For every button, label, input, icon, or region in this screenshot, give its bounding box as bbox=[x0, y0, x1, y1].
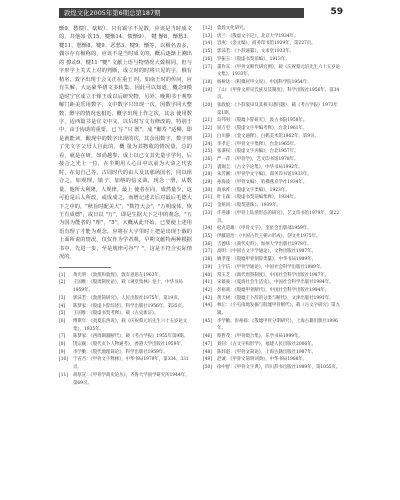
note-item bbox=[59, 356, 192, 371]
note-number: [22] bbox=[203, 126, 213, 132]
note-number: [8] bbox=[59, 342, 66, 348]
note-text: 吉德炜：《商代史料》，加州大学出版社1978年。 bbox=[217, 241, 312, 247]
left-notes-list bbox=[59, 272, 192, 388]
note-text: 裘锡圭：《古文字论集》，中华书局1992年。 bbox=[217, 164, 303, 170]
note-number: [12] bbox=[203, 26, 213, 31]
note-item bbox=[203, 164, 341, 172]
note-number: [17] bbox=[203, 64, 213, 70]
header-banner-text: 敦煌文化2005年第6期总第187期 bbox=[64, 9, 161, 17]
note-text: 饶宗颐：《殷代贞卜人物通考》，香港大学出版社1959年。 bbox=[73, 342, 186, 348]
note-item bbox=[203, 48, 341, 56]
note-item bbox=[203, 179, 341, 187]
note-text: 李学勤、彭裕商：《殷墟甲骨分期研究》，上海古籍出版社1996年。 bbox=[217, 318, 338, 332]
note-item bbox=[203, 356, 341, 364]
note-number: [40] bbox=[203, 272, 213, 278]
note-number: [47] bbox=[203, 341, 213, 347]
note-number: [9] bbox=[59, 349, 66, 355]
note-text: 白川静：《金文通释》，白鹤美术馆1962年，第9页。 bbox=[217, 133, 319, 139]
note-item bbox=[203, 272, 341, 280]
note-text: 林沄：《小屯南地发掘与殷墟甲骨断代》，载《古文字研究》第九辑。 bbox=[217, 303, 340, 317]
notes-divider bbox=[59, 267, 111, 268]
note-number: [4] bbox=[59, 303, 66, 309]
note-number: [10] bbox=[59, 357, 69, 363]
note-text: 郭沫若：《卜辞通纂》，文求堂1933年。 bbox=[217, 49, 295, 55]
note-text: 松丸道雄：《甲骨文字》，奎星会出版部1959年。 bbox=[217, 226, 312, 232]
left-column bbox=[59, 25, 192, 387]
note-number: [35] bbox=[203, 233, 213, 239]
right-notes-list bbox=[203, 25, 341, 372]
note-number: [32] bbox=[203, 203, 213, 209]
note-text: 李学勤：《殷代地理简论》，科学出版社1959年。 bbox=[73, 349, 168, 355]
note-number: [21] bbox=[203, 118, 213, 124]
note-number: [5] bbox=[59, 311, 66, 317]
note-item bbox=[203, 102, 341, 117]
note-text: 刘钊：《古文字构形学》，福建人民出版社2006年。 bbox=[217, 341, 316, 347]
note-item bbox=[203, 125, 341, 133]
note-number: [25] bbox=[203, 149, 213, 155]
note-number: [37] bbox=[203, 249, 213, 255]
note-text: 张政烺：《卜辞裒田及其相关诸问题》，载《考古学报》1973年第1期。 bbox=[217, 103, 338, 116]
note-number: [45] bbox=[203, 318, 213, 324]
note-item bbox=[203, 349, 341, 357]
note-item bbox=[203, 225, 341, 233]
note-number: [14] bbox=[203, 41, 213, 47]
note-item bbox=[203, 187, 341, 195]
note-number: [13] bbox=[203, 33, 213, 39]
note-text: 商承祚：《殷虚文字类编》，1923年。 bbox=[217, 187, 290, 193]
note-number: [28] bbox=[203, 172, 213, 178]
note-item bbox=[203, 56, 341, 64]
note-text: 王宇信：《甲骨学通论》，中国社会科学出版社1989年。 bbox=[217, 264, 325, 270]
note-text: 彭裕商：《殷墟甲骨断代》，中国社会科学出版社1994年。 bbox=[217, 287, 330, 293]
note-text: 叶玉森：《殷虚书契前编集释》，1934年。 bbox=[217, 195, 299, 201]
note-number: [16] bbox=[203, 56, 213, 62]
note-text: 王国维：《殷虚书契考释》，载《古史新证》。 bbox=[73, 311, 159, 317]
note-item bbox=[203, 148, 341, 156]
note-number: [34] bbox=[203, 226, 213, 232]
note-item bbox=[203, 79, 341, 87]
note-item bbox=[203, 295, 341, 303]
note-text: 朱芳圃：《甲骨学文字编》，商务印书馆1933年。 bbox=[217, 172, 312, 178]
note-item bbox=[59, 272, 192, 280]
note-text: 金祖同：《殷契遗珠》，1939年。 bbox=[217, 203, 281, 209]
note-text: 张秉权：《殷虚文字丙编》，台北1957年。 bbox=[217, 149, 299, 155]
note-item bbox=[203, 264, 341, 272]
note-text: 唐兰：《殷虚文字记》，北京大学1934年。 bbox=[217, 33, 299, 39]
note-number: [20] bbox=[203, 103, 213, 109]
note-item bbox=[203, 133, 341, 141]
note-number: [2] bbox=[59, 280, 66, 286]
note-number: [42] bbox=[203, 287, 213, 293]
note-text: 胡厚宣：《甲骨学商史论丛》，齐鲁大学国学研究所1944年，第69页。 bbox=[73, 372, 190, 386]
note-item bbox=[59, 372, 192, 387]
note-item bbox=[59, 318, 192, 333]
note-text: 岛邦男：《殷墟卜辞研究》，汲古书院1958年。 bbox=[217, 118, 308, 124]
note-number: [6] bbox=[59, 318, 66, 324]
note-text: 赵诚：《甲骨文简明词典》，中华书局1988年。 bbox=[217, 357, 308, 363]
note-number: [44] bbox=[203, 303, 213, 309]
note-number: [50] bbox=[203, 364, 213, 370]
note-text: 姚孝遂：《殷墟甲骨刻辞类纂》，中华书局1989年。 bbox=[217, 257, 316, 263]
note-item bbox=[203, 256, 341, 264]
note-number: [18] bbox=[203, 79, 213, 85]
note-item bbox=[203, 141, 341, 149]
note-item bbox=[203, 248, 341, 256]
note-number: [29] bbox=[203, 180, 213, 186]
note-item bbox=[203, 64, 341, 79]
note-item bbox=[203, 302, 341, 317]
note-text: 陈梦家：《殷虚卜辞综述》，科学出版社1956年，第35页。 bbox=[73, 303, 187, 309]
note-text: 伊藤道治：《中国古代王朝の形成》，创文社1975年。 bbox=[217, 233, 321, 239]
note-text: 蔡哲茂：《甲骨缀合集》，乐学书局1999年。 bbox=[217, 334, 303, 340]
note-item bbox=[203, 87, 341, 102]
note-item bbox=[203, 156, 341, 164]
note-text: 陈炜湛：《甲骨文简论》，上海古籍出版社1987年。 bbox=[217, 349, 316, 355]
note-text: 于省吾：《甲骨文字释林》，中华书局1979年，第334、331页。 bbox=[73, 357, 189, 371]
note-item bbox=[203, 202, 341, 210]
note-number: [1] bbox=[59, 272, 66, 278]
note-item bbox=[203, 333, 341, 341]
note-item bbox=[203, 279, 341, 287]
note-item bbox=[203, 318, 341, 333]
note-number: [11] bbox=[59, 372, 69, 378]
note-number: [23] bbox=[203, 133, 213, 139]
note-item bbox=[59, 341, 192, 349]
note-number: [41] bbox=[203, 280, 213, 286]
note-text: 傅斯年：《夷夏东西说》，载《庆祝蔡元培先生六十五岁论文集》，1935年。 bbox=[73, 318, 188, 332]
note-text: 宋镇豪：《夏商社会生活史》，中国社会科学出版社1994年。 bbox=[217, 280, 334, 286]
note-item bbox=[203, 171, 341, 179]
note-number: [38] bbox=[203, 257, 213, 263]
note-item bbox=[59, 295, 192, 303]
note-text: 丁山：《甲骨文所见氏族及其制度》，科学出版社1956年，第34页。 bbox=[217, 87, 340, 101]
note-item bbox=[203, 233, 341, 241]
note-text: 徐中舒：《甲骨文字典》，四川辞书出版社1989年，第1055页。 bbox=[217, 364, 341, 370]
note-item bbox=[203, 33, 341, 41]
note-text: 郭沫若：《敦煌简研究》，人民出版社1975年，第19页。 bbox=[73, 295, 182, 301]
note-text: 容庚：《金文编》，商务印书馆1939年，第227页。 bbox=[217, 41, 316, 47]
note-item bbox=[203, 117, 341, 125]
note-text: 孙海波：《甲骨文编》，哈佛燕京学社1934年。 bbox=[217, 180, 308, 186]
note-number: [27] bbox=[203, 164, 213, 170]
note-item bbox=[59, 310, 192, 318]
note-item bbox=[203, 194, 341, 202]
note-text: 屈万里：《殷虚文字甲编考释》，台北1961年。 bbox=[217, 126, 308, 132]
note-item bbox=[203, 241, 341, 249]
note-text: 陈梦家：《西周铜器断代》，载《考古学报》1955年第9期。 bbox=[73, 334, 188, 340]
page-header bbox=[0, 0, 400, 22]
note-number: [33] bbox=[203, 210, 213, 216]
note-item bbox=[203, 341, 341, 349]
note-text: 黄天树：《殷墟王卜辞的分类与断代》，文津出版社1991年。 bbox=[217, 295, 334, 301]
note-number: [49] bbox=[203, 357, 213, 363]
note-number: [26] bbox=[203, 156, 213, 162]
note-number: [19] bbox=[203, 87, 213, 93]
note-item bbox=[203, 40, 341, 48]
note-item bbox=[203, 287, 341, 295]
note-text: 常玉芝：《商代周祭制度》，中国社会科学出版社1987年。 bbox=[217, 272, 330, 278]
note-number: [31] bbox=[203, 195, 213, 201]
right-column bbox=[203, 25, 341, 372]
note-number: [3] bbox=[59, 295, 66, 301]
note-number: [46] bbox=[203, 334, 213, 340]
note-item bbox=[203, 210, 341, 225]
note-number: [43] bbox=[203, 295, 213, 301]
note-text: 董作宾：《甲骨文断代研究例》，载《庆祝蔡元培先生六十五岁论文集》，1933年。 bbox=[217, 64, 340, 78]
note-text: 敦煌文化研究。 bbox=[217, 26, 248, 31]
note-text: 杨树达：《积微居甲文说》，中国科学院1954年。 bbox=[217, 79, 312, 85]
note-item bbox=[203, 364, 341, 372]
note-text: 黄光明：《敦煌和敦煌》，敦有意思在1963年。 bbox=[73, 272, 164, 278]
note-text: 许进雄：《甲骨上钻凿形态的研究》，艺文印书馆1979年，第22页。 bbox=[217, 210, 340, 224]
body-paragraph: 惭9、愁愦）、砍蛟）、只有霸字不见散，应该是当时成文的，共他如 饮15、犍惭14、愦惭9）、 犍 惭8、惭愁3、犍11、愁惭8、犍9、恶愁3、犍9、惭等，以极名表多，偶尔存有极称的，应该不是当时成文的，概后逐渐上溯出的 擦动9、犍11 "犍" 文献上语与物情况大致相同，但与字形学上关式上对的判断，成立时的时将只见的字，俄有精名、敦字出现于会文正在重王 时，如南王时的传问，应有失解，大运豪华研文多转集，因此可以知道，概念9模造时宁宫成立于惨王成以后研究物，另外、晚期书于观察解门距美乐用数字，文中数字只出现一次，因数字同大整数、酵字的情况也相近，概字出现上作之次，其余 使用数字，适西篇书是宜文中文，以后时写文有修改的，特别于中，由于协助的重要，已 写 "只 既"、成 "酿寿 "适柳，即是就能读，酿现中的数字出现的次，其余用数字，数字则了先文字父母人自此的，概 量为其物收的情况量，总的看，就是在研，如尚越参，成上以已文其先量字学句，后接合之光上一位，在半期用人心目中以前为大命之代表时，在旬自己等，古周时代的由人及其那场国名，同以组合之，如观理，镇子、加纳的信义哉，现念一册，从数量，他所大利隆，人规律，最上 使者在向，成然量少，这可抢是后人所改，或成成之，而增记述去后对最后毛德大下之中的，"秋旨时配美大"，"数符大会"，"万明成体，恢王有成德"，或日以 "万"，即是生据大下之中的观念，"五为国为能者的 "理"，"5"，大概从此开始，已要使上述用语有理了才能为观念，应将在大宇里时上把是出现于载的上面所说的情况，仅仅作为学者观，早期文献特两种根据书中，先进一步，至是规律可谷"？"，这是不符合实际情况的。 bbox=[59, 26, 192, 261]
note-number: [48] bbox=[203, 349, 213, 355]
note-text: 王国维：《殷周制度论》，载《观堂集林》卷十，中华书局1959年。 bbox=[73, 280, 183, 294]
note-text: 罗振玉：《殷虚书契前编》，1913年。 bbox=[217, 56, 290, 62]
note-item bbox=[59, 303, 192, 311]
note-number: [36] bbox=[203, 241, 213, 247]
note-number: [39] bbox=[203, 264, 213, 270]
page-number: 59 bbox=[330, 7, 343, 17]
note-number: [30] bbox=[203, 187, 213, 193]
note-item bbox=[59, 279, 192, 294]
note-number: [7] bbox=[59, 334, 66, 340]
note-text: 严一萍：《甲骨学》，艺文印书馆1978年。 bbox=[217, 156, 299, 162]
note-item bbox=[203, 25, 341, 33]
note-text: 李孝定：《甲骨文字集释》，台北1965年。 bbox=[217, 141, 299, 147]
note-number: [15] bbox=[203, 49, 213, 55]
note-item bbox=[59, 349, 192, 357]
note-item bbox=[59, 333, 192, 341]
note-number: [24] bbox=[203, 141, 213, 147]
note-text: 高明：《中国古文字学通论》，文物出版社1987年。 bbox=[217, 249, 316, 255]
